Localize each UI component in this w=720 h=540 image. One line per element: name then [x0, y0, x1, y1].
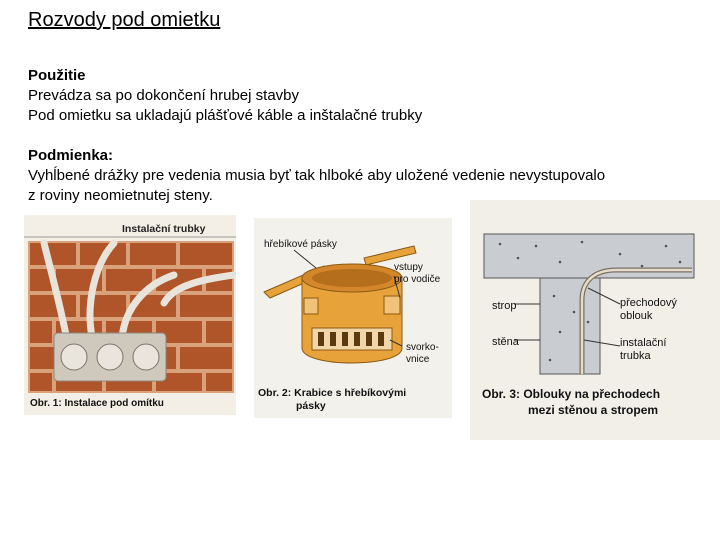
usage-line-1: Prevádza sa po dokončení hrubej stavby: [28, 87, 300, 104]
condition-line-2: z roviny neomietnutej steny.: [28, 187, 213, 204]
figure2-caption-2: pásky: [296, 400, 326, 412]
figure-installation-photo: [24, 215, 236, 415]
condition-heading: Podmienka:: [28, 147, 114, 164]
figure2-label-terminals-1: svorko-: [406, 342, 439, 353]
figure3-caption-1: Obr. 3: Oblouky na přechodech: [482, 387, 661, 401]
figure3-label-tube-1: instalační: [620, 337, 667, 349]
figure3-label-tube-2: trubka: [620, 350, 651, 362]
figure-junction-box: [254, 218, 452, 418]
figure-wall-ceiling-bend: [470, 200, 720, 440]
figure2-caption-1: Obr. 2: Krabice s hřebíkovými: [258, 387, 407, 399]
condition-line-1: Vyhĺbené drážky pre vedenia musia byť tak hlboké aby uložené vedenie nevystupovalo: [28, 167, 606, 184]
figure3-label-ceiling: strop: [492, 300, 517, 312]
figure2-label-nail-strips: hřebíkové pásky: [264, 239, 337, 250]
figure3-label-bend-1: přechodový: [620, 297, 677, 309]
page-title: Rozvody pod omietku: [28, 9, 221, 31]
figure3-label-bend-2: oblouk: [620, 310, 653, 322]
figure3-label-wall: stěna: [492, 336, 519, 348]
figure1-caption: Obr. 1: Instalace pod omítku: [30, 398, 164, 409]
usage-heading: Použitie: [28, 67, 86, 84]
figure1-header: Instalační trubky: [122, 223, 206, 235]
body-text: [28, 66, 688, 206]
figure3-caption-2: mezi stěnou a stropem: [528, 403, 659, 417]
usage-line-2: Pod omietku sa ukladajú plášťové káble a inštalačné trubky: [28, 107, 423, 124]
figure2-label-entries-2: pro vodiče: [394, 274, 441, 285]
figure2-label-entries-1: vstupy: [394, 262, 423, 273]
figure2-label-terminals-2: vnice: [406, 354, 430, 365]
